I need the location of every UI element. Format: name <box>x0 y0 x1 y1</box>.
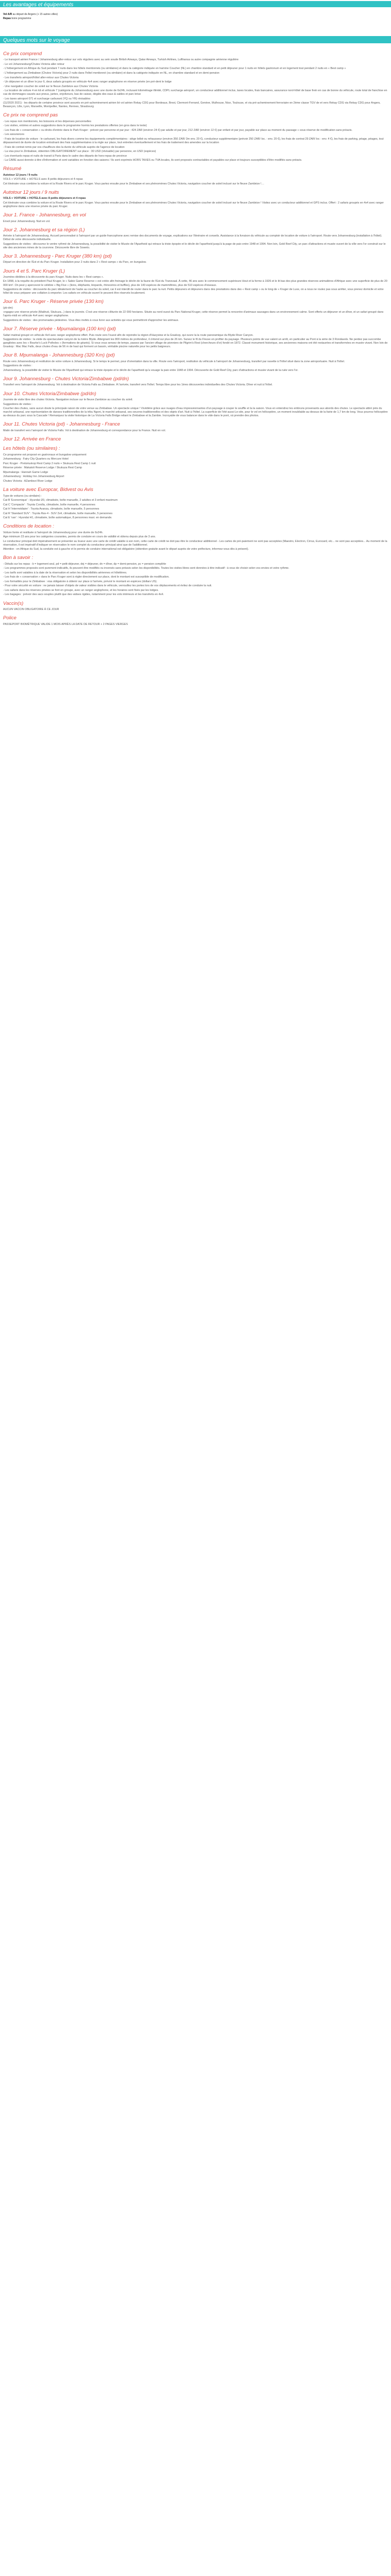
autotour-text: Cet itinéraire vous combine la voiture et la Route Rivers et le parc Kruger. Vous partez ensuite pour le Zimbabwe et ses phénomènes Chutes Victoria, navigation coucher de soleil inclusé sur le fleuve Zambèze ! Visitez avec un conducteur additionnel et GPS inclus. Offert : 2 safaris groupés en 4x4 avec ranger anglophone dans une réserve privée du parc Kruger. <box>3 201 385 208</box>
car-text: Cat B 'Economique' : Hyundai i20, climatisée, boîte manuelle, 2 adultes et 3 enfant maximum <box>3 499 118 502</box>
vaccines-title: Vaccin(s) <box>3 600 24 606</box>
good-to-know-text: - Pour votre sécurité en voiture : ne jamais laisser d'objets de valeur visibles dans le véhicule, verrouillez les portes lors de vos déplacements et évitez de conduire la nuit. <box>3 584 212 588</box>
price-includes-text: - La location de voiture 4 en kit et véhicule 7 (catégorie du Johannesburg avec une durée de 6x24h, inclusant kilométrage illimité, CDPL surcharge aéroport, un conducteur additionnel inclus, taxes locales, frais bancaires, assurance nord-hôtel de base frein en cas de bonne du véhicule, route total de franchise en cas de dommages causés aux pneus, jantes, enjoliveurs, bas de caisse, dégâts des eaux & sables et parc brise <box>3 89 388 96</box>
good-to-know-text: - Détails sur les repas : b = logement seul, pd = petit-déjeuner, dej = déjeuner, dn = dîner, dp = demi-pension, pc = pension complète <box>3 562 166 566</box>
resume-text: VOLS + VOITURE + HOTELS avec 8 petits déjeuners et 4 repas <box>3 178 83 181</box>
day-9-title: Jour 10. Chutes Victoria/Zimbabwe (pd/dn) <box>3 391 96 397</box>
price-includes-text: - Le transport aérien France / Johannesburg aller-retour sur vols réguliers avec au sein soude British Airways, Qatar Airways, Turkish Airlines, Lufthansa ou autre compagnie aérienne régulière <box>3 58 239 62</box>
price-includes-text: - Une navigation coucher de soleil sur le fleuve Zambèze aux Chutes Victoria <box>3 84 98 88</box>
good-to-know-title: Bon à savoir : <box>3 555 34 561</box>
conditions-title: Conditions de location : <box>3 523 54 530</box>
day-3-title: Jour 3. Johannesburg - Parc Kruger (380 km) (pd) <box>3 253 112 259</box>
price-excludes-text: - Frais de location de voiture : le carburant, les frais divers comme les équipements complémentaires : siège bébé ou rehausseur (environ 350 ZAR/ 3m env. 20 €), conducteur supplémentaire (prévoir 250 ZAR/ loc. : env. 20 €), les frais de contrat 29 ZAR/ loc : env. 4 €), les frais de parking, péage, péages, tout dépassement de durée de location entraînant des frais supplémentaires à la règle sur place, tout entretien éventuellement et les frais de traitement des amendes sur la location <box>3 137 385 145</box>
good-to-know-text: - Les formalités pour le Zimbabwe : visa obligatoire à obtenir sur place à l'arrivée, prévoir le montant en espèces (dollars US). <box>3 580 157 583</box>
good-to-know-text: - Les programmes proposés sont purement indicatifs, ils peuvent être modifiés ou inversés sans préavis selon les disponibilités. Toutes les visites libres sont données à titre indicatif : à vous de choisir selon vos envies et votre rythme. <box>3 567 289 570</box>
price-excludes-text: - Les visites, entrées et autres suggestions dans le programme hormis les prestations offertes (en gros dans le texte) <box>3 124 147 128</box>
price-includes-text: (11/2020 2021) : les départs de certaine province sont assurés en pré-acheminement aérien lié vol aérien Rekay CDG pour Bordeaux, Brest, Clermont-Ferrand, Genève, Mulhouse, Nice, Toulouse, et via pré-acheminement ferroviaire en 2ème classe TGV de et vers Rekay CDG via Rekay CDG pour Angers, Besançon, Lille, Lyon, Marseille, Montpellier, Nantes, Rennes, Strasbourg <box>3 101 382 109</box>
day-4-text: En 1898, à la requête du président Paul Kruger, le « Sabie Game Reserve » est créée afin freinage le déclin de la faune de l'Est du Transvaal. À cette, 46 ans avec le commencement supérieure Hout et la forme à 1926 et le lit bas des plus grandes réserves animalières d'Afrique avec une superficie de plus de 20 000 km². On peut y apercevoir le célèbre « Big Five » (lions, éléphants, léopards, rhinocéros et buffles), plus de 140 espèces de mammifères, plus de 510 espèces d'oiseaux. <box>3 280 388 287</box>
day-5-text: «ngagez une réserve privée (Makhuti, Skukuza...) dans le journée. C'est une réserve clôturée de 22 000 hectares. Située au nord ouest du Parc National Kruger, cette réserve permet la rencontre d'animaux sauvages dans un environnement calme. Sont offerts un déjeuner et un dîner, et un safari groupé dans l'après-midi en véhicule 4x4 avec ranger anglophone. <box>3 311 384 318</box>
trip-content <box>3 47 388 627</box>
day-8-text: Transfert vers l'aéroport de Johannesburg. Vol à destination de Victoria Falls au Zimbabwe. À l'arrivée, transfert vers l'hôtel. Temps libre pour les 1ères découvertes individuelles des Chutes Victoria. Dîner et nuit à l'hôtel. <box>3 383 273 387</box>
hotels-text: Réserve privée : Makatoti Reserve Lodge / Skukuza Rest Camp <box>3 466 82 470</box>
hotels-text: Johannesburg : Holiday Inn Johannesburg Airport <box>3 475 64 479</box>
day-3-text: Départ en direction de l'Est et du Parc Kruger. Installation pour 2 nuits dans 2 « Rest camps » du Parc, en bungalow. <box>3 261 146 264</box>
conditions-text: Voiture livrée et restituée à l'aéroport de Johannesburg pour une durée de 6x24h. <box>3 531 104 534</box>
resume-title: Résumé <box>3 166 22 172</box>
resume-text: Cet itinéraire vous combine la voiture et la Route Rivers et le parc Kruger. Vous partez ensuite pour le Zimbabwe et ses phénomènes Chutes Victoria, navigation coucher de soleil inclusé sur le fleuve Zambèze !… <box>3 182 264 185</box>
hotels-text: Parc Kruger - Pretoriuskop Rest Camp 2 nuits + Skukuza Rest Camp 1 nuit <box>3 462 96 465</box>
day-6-text: Safari matinal groupé en véhicule 4x4 avec ranger anglophone offert. Puis route vers l'ouest afin de rejoindre la région d'Hazyview et la Graskop, qui ouvre la la route panoramique du Blyde River Canyon. <box>3 333 254 337</box>
conditions-text: Age minimum 23 ans pour les catégories courantes, permis de conduire en cours de validité et obtenu depuis plus de 3 ans. <box>3 535 156 539</box>
day-7-text: Route vers Johannesburg et restitution de votre voiture à Johannesburg. Si le temps le permet, pour d'orientation dans la ville. Route vers l'aéroport, restitution du véhicule à l'aéroport de Johannesburg, transfert par navette à l'hôtel situé dans la zone aéroportuaire. Nuit à l'hôtel. <box>3 360 345 363</box>
price-excludes-text: - Les frais de « conservation » ou droits d'entrée dans le Park Kruger : prévoir par personne et par jour : 424 ZAR (environ 24 €) par adulte et par jour, 212 ZAR (environ 12 €) par enfant et par jour, payable sur place au moment du passage » sous réserve de modification sans préavis. <box>3 128 353 132</box>
day-5-text: (pb-dm) <box>3 306 13 310</box>
resume-text: Autotour 12 jours / 9 nuits <box>3 173 38 177</box>
day-6-text: Suggestions de visites : la visite du spectaculaire canyon de la rivière Blyde. Atteignant les 800 mètres de profondeur, il s'étend sur plus de 26 km. Suivez le fil du Fleuve en profiter du paysage. Plusieurs points de vue valent un arrêt, en particulier au Pont à la série de 3 Rondavels. Ne perdez pas succombe gangilotes avec les « Bourke's Luck Potholes » (formations de géants). Si vous vous sensez de temps, passez par l'ancien village de pionniers de Pilgrim's Rest (chercheurs d'or) fondé en 1872. Classé monument historique, ses anciennes maisons ont été restaurées et transformées en musée vivant. Non loin de Graskop : Mac Mac Falls, deux chutes d'eau de 56 m de haut qui forment un bassin, véritable piscine naturelle pour les petits baigneurs. <box>3 338 388 349</box>
advantage-item: Vol A/R au départ de Angers (+ 15 autres villes) <box>3 13 58 16</box>
day-8-title: Jour 9. Johannesburg - Chutes Victoria/Zimbabwe (pd/dn) <box>3 376 129 382</box>
good-to-know-text: - Les bagages : prévoir des sacs souples plutôt que des valises rigides, notamment pour les vols intérieurs et les transferts en 4x4. <box>3 593 164 597</box>
price-includes-text: - L'hébergement en Afrique du Sud pendant 7 nuits dans les hôtels mentionnés (ou similaires) et dans la catégorie indiquée en hamme Coucher (NL) en chambre standard et en petit déjeuner pour 1 nuits en hôtels gastronum et en logement tout pendant 2 nuits en « Best camp » <box>3 67 346 71</box>
car-text: Cat E 'van' : Hyundai H1, climatisée, boîte automatique, 8 personnes maxi. en demande. <box>3 516 112 520</box>
day-10-text: Matin de transfert vers l'aéroport de Victoria Falls. Vol à destination de Johannesburg et correspondance pour la France. Nuit en vol. <box>3 429 166 432</box>
good-to-know-text: - Les tarifs sont valables à la date de la réservation et selon les disponibilités aériennes et hôtelières. <box>3 571 127 574</box>
day-1-text: Envol pour Johannesburg. Nuit en vol. <box>3 219 51 223</box>
police-text: PASSEPORT BIOMÉTRIQUE VALIDE 1 MOIS APRÈS LA DATE DE RETOUR + 2 PAGES VIERGES <box>3 622 128 626</box>
day-1-title: Jour 1. France - Johannesburg, en vol <box>3 212 86 218</box>
good-to-know-text: - Les frais de « conservation » dans le Parc Kruger sont à régler directement sur place, dont le montant est susceptible de modification. <box>3 575 170 579</box>
day-7-title: Jour 8. Mpumalanga - Johannesburg (320 Km) (pd) <box>3 352 115 359</box>
price-includes-text: - Les transferts aéroport/hôtel aller-retour aux Chutes Victoria <box>3 76 79 79</box>
day-4-text: Suggestions de visites : découverte du parc idéalement de l'aube au coucher du soleil, car il est interdit de rouler dans le parc la nuit. Petits déjeuners et déjeuners dans des prestations dans des « Rest camp » ou le long de « Kruger de Luxe, on a nous ne roulez pas sous arrêter, vous prenez domicile et votre hôtel de vous préparer une collation à emporter. Les safaris en véhicule ouvert le peuvent être réservés localement. <box>3 288 385 295</box>
price-includes-text: - Les taxes aéroport 071 et surcharge carburant (YQ ou YR) révisables <box>3 97 91 100</box>
day-2-text: Suggestions de visites : découvrez le ventre rythmé de Johannesburg, la possibilité de visiter le Musée de l'Apartheid qui retrace la triste épopée et le déclin de l'apartheid jusqu'à la page de paix entre 1948 et 1994. Non loin, Gold Reef City, un parc d'attractions et musée ouvert de la ville vers l'or construit sur le site des anciennes mines de la couronne. Découverte libre de Soweto. <box>3 242 387 249</box>
hotels-title: Les hôtels (ou similaires) : <box>3 446 60 452</box>
price-excludes-text: - Les éventuels repas et nuits de transit à Paris dans le cadre des départs de hors-repas de province <box>3 154 127 158</box>
conditions-text: Le conducteur principal doit impérativement se présenter au loueur avec une carte de crédit valable à son nom, cette carte de crédit ne doit pas être le conducteur additionnel - Les cartes de pré-paiement ne sont pas acceptées (Maestro, Electron, Cirrus, Eurocard, etc... ne sont pas acceptées... Au moment de la réservation, il est impératif d'indiquer en réservation le nom complet du conducteur principal ainsi que de l'additionnel. <box>3 539 388 547</box>
autotour-title: Autotour 12 jours / 9 nuits <box>3 189 59 195</box>
price-includes-text: - Le vol Johannesburg/Chutes Victoria aller-retour <box>3 62 64 66</box>
car-text: Cat C 'Compacte' : Toyota Corolla, climatisée, boîte manuelle, 4 personnes <box>3 503 95 506</box>
advantages-list <box>3 12 385 21</box>
advantages-header: Les avantages et équipements <box>0 1 391 7</box>
price-excludes-title: Ce prix ne comprend pas <box>3 112 58 118</box>
day-2-title: Jour 2. Johannesburg et sa région (L) <box>3 227 85 233</box>
car-text: Cat H 'Intermédiaire' : Toyota Avanza, climatisée, boîte manuelle, 5 personnes <box>3 507 100 511</box>
police-title: Police <box>3 615 17 621</box>
day-9-text: Coucher des chutes, sans aucun doute la principale raison de votre venue au Zimbabwe. Un spectacle unique ! Vivédière grâce aux nuages d'eau impressionnantes d'un paysage à couper le souffle et la la saison. Vous en entendrez les embruns provenants aux abords des chutes. Le spectacle attiré près du marché artisanal, une représentation de danses traditionnelles de la tribu Ngoni, le marché artisanal, ses oeuvres traditionnelles et des objets d'art. Nuit à l'hôtel. La superficie de l'été aussi Le-site, pour le vol en hélicoptère, un moment inoubliable au-dessus de la fairie de 1,7 km de long. Vous pourrez hélicoptère au-dessus du parc sous la Cascade ! Remarquez la visite historique de La Victoria Falls Bridge reliant le Zimbabwe et la Zambie. Incroyable de vous balancer dans le vide dans le pont, où prendre des photos. <box>3 407 389 418</box>
price-excludes-text: - La CARE aussi donnée à titre d'information et sont variables en fonction des saisons / Ils sont exprimés HORS TAXES ou TVA locales, ils sont proposés contractables et payables sur place et toujours susceptibles d'être modifiés sans préavis. <box>3 159 302 162</box>
car-text: Cat R 'Standard SUV' : Toyota Rav-4 - SUV 2x4, climatisée, boîte manuelle, 5 personnes <box>3 512 112 515</box>
day-11-title: Jour 12. Arrivée en France <box>3 436 61 442</box>
price-includes-title: Ce prix comprend <box>3 51 42 57</box>
day-4-text: Journées dédiées à la découverte du parc Kruger. Nuits dans les « Rest camps ». <box>3 275 104 279</box>
advantage-item: Repas boire programme <box>3 16 31 20</box>
day-6-title: Jour 7. Réserve privée - Mpumalanga (100 km) (pd) <box>3 326 116 332</box>
hotels-text: Mpumalanga : Hannah Game Lodge <box>3 470 48 474</box>
day-4-title: Jours 4 et 5. Parc Kruger (L) <box>3 268 65 274</box>
day-9-text: Journée de visite libre des chutes Victoria. Navigation incluse sur le fleuve Zambèze au coucher du soleil. <box>3 398 133 401</box>
day-5-title: Jour 6. Parc Kruger - Réserve privée (130 km) <box>3 299 104 305</box>
price-excludes-text: - La visa pour le Zimbabwe, obtention OBLIGATOIREMENT sur place : 30 USD (révisable) par personne, en USD (espèces) <box>3 150 156 154</box>
conditions-text: Attention : en Afrique du Sud, la conduite est à gauche et le permis de conduire international est obligatoire (obtention gratuite avant le départ auprès de votre préfecture, informez-vous dès à présent). <box>3 548 249 551</box>
day-9-text: Suggestions de visites : <box>3 402 32 406</box>
day-7-text: Johannesburg, la possibilité de visiter le Musée de l'Apartheid qui retrace la triste épopée et le déclin de l'apartheid qu'a vouage la paix entre 1948 et 1994. Découverte de Gold Reef City, parc d'attractions et musée vivant de la ruée vers l'or. <box>3 368 299 372</box>
car-title: La voiture avec Europcar, Bidvest ou Avis <box>3 487 93 493</box>
price-includes-text: - Un déjeuner et un dîner le jour 6, deux safaris groupés en véhicule 4x4 avec ranger anglophone en réserve privée (en pré-dent le lodge <box>3 80 172 84</box>
day-7-text: Suggestions de visites : <box>3 364 32 368</box>
hotels-text: Chutes Victoria : AZambezi River Lodge <box>3 479 53 483</box>
price-excludes-text: - Les repas non mentionnés, les boissons et les dépenses personnelles <box>3 120 91 123</box>
hotels-text: Ce programme est proposé en gastronaux et bungalow uniquement <box>3 453 87 456</box>
trip-header: Quelques mots sur le voyage <box>0 36 391 43</box>
autotour-text: VOLS + VOITURE + HOTELS avec 8 petits déjeuners et 4 repas <box>3 197 86 200</box>
price-includes-text: - L'hébergement au Zimbabwe (Chutes Victoria) pour 2 nuits dans l'hôtel mentionné (ou similaire) et dans la catégorie indiquée en NL, en chambre standard et en demi-pension <box>3 71 220 75</box>
day-10-title: Jour 11. Chutes Victoria (pd) - Johannesburg - France <box>3 421 120 428</box>
price-excludes-text: - Les assurances <box>3 133 25 137</box>
day-5-text: Suggestions de visites : des promenades pédestres. Vous êtes invités à vous livrer aux activités qui vous permettront d'approcher les animaux. <box>3 318 179 322</box>
day-2-text: Arrivée à l'aéroport de Johannesburg. Accueil personnalisé à l'aéroport par un guide francophone avec remise des documents de voyage, explications sur l'itinéraire et conseils. Assistance à la livraison du véhicule au comptoir de location de voiture à l'aéroport. Route vers Johannesburg (installation à l'hôtel). Début de votre découverte individuelle. <box>3 234 383 242</box>
car-text: Type de voitures (ou similaire) : <box>3 494 42 498</box>
good-to-know-text: - Les safaris dans les réserves privées se font en groupe, avec un ranger anglophone, et les horaires sont fixés par les lodges. <box>3 588 159 592</box>
price-excludes-text: - Frais de contrat remis par vos chauffeurs des la durée du véhicule auprès de l'agence de location <box>3 145 125 149</box>
vaccines-text: AUCUN VACCIN OBLIGATOIRE À CE JOUR <box>3 608 59 612</box>
hotels-text: Johannesburg : Fairy City Quarters ou Mercure Hotel <box>3 457 69 461</box>
